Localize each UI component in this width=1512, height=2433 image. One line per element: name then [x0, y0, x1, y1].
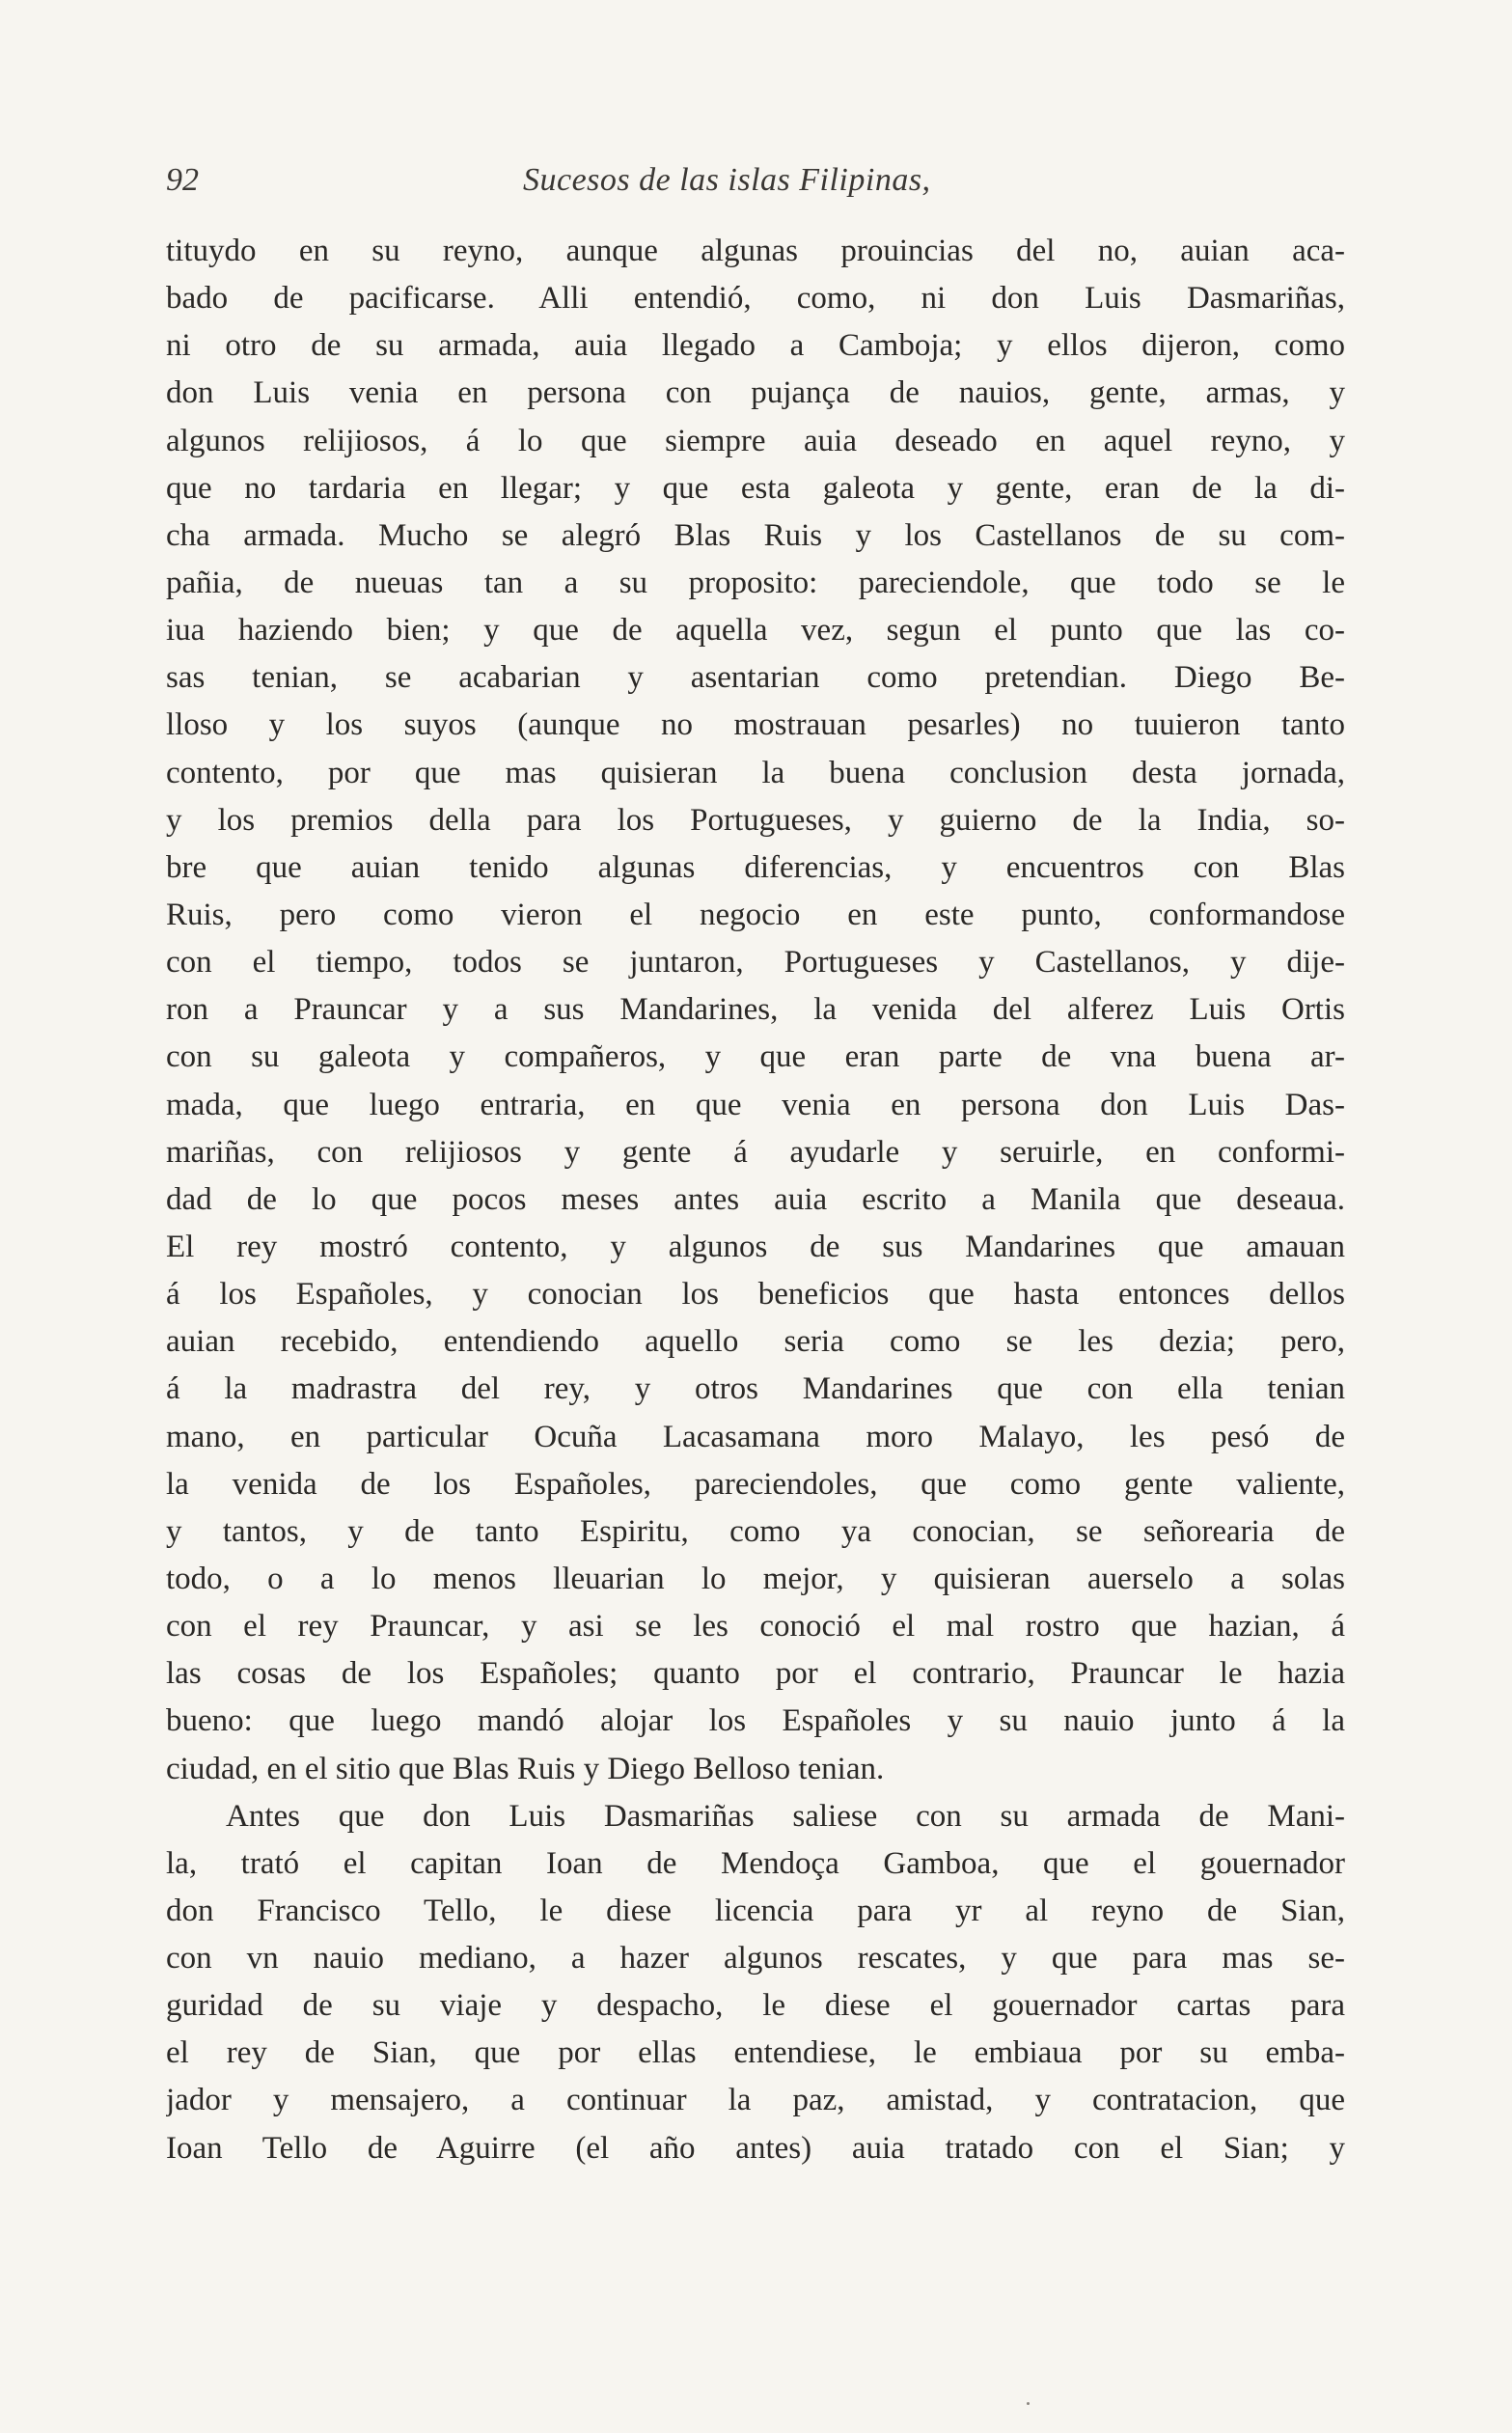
text-line: á los Españoles, y conocian los beneficios que hasta entonces dellos [166, 1277, 1345, 1313]
paragraph-start-line: Antes que don Luis Dasmariñas saliese con su armada de Mani- [226, 1798, 1345, 1834]
text-line: auian recebido, entendiendo aquello seria como se les dezia; pero, [166, 1324, 1345, 1360]
paragraph-end-line: ciudad, en el sitio que Blas Ruis y Diego Belloso tenian. [166, 1751, 885, 1786]
text-line: con su galeota y compañeros, y que eran parte de vna buena ar- [166, 1039, 1345, 1075]
text-line: mada, que luego entraria, en que venia en persona don Luis Das- [166, 1087, 1345, 1122]
text-line: y los premios della para los Portugueses, y guierno de la India, so- [166, 802, 1345, 838]
text-line: don Luis venia en persona con pujança de nauios, gente, armas, y [166, 375, 1345, 411]
text-line: bueno: que luego mandó alojar los Españoles y su nauio junto á la [166, 1703, 1345, 1739]
text-line: ron a Prauncar y a sus Mandarines, la venida del alferez Luis Ortis [166, 992, 1345, 1028]
text-line: con el rey Prauncar, y asi se les conoció el mal rostro que hazian, á [166, 1609, 1345, 1645]
text-line: Ruis, pero como vieron el negocio en este punto, conformandose [166, 897, 1345, 932]
text-line: cha armada. Mucho se alegró Blas Ruis y los Castellanos de su com- [166, 517, 1345, 553]
text-line: pañia, de nueuas tan a su proposito: pareciendole, que todo se le [166, 565, 1345, 600]
text-line: don Francisco Tello, le diese licencia para yr al reyno de Sian, [166, 1893, 1345, 1928]
body-text [166, 228, 1345, 2172]
text-line: bre que auian tenido algunas diferencias, y encuentros con Blas [166, 849, 1345, 885]
text-line: con el tiempo, todos se juntaron, Portugueses y Castellanos, y dije- [166, 945, 1345, 981]
text-line: con vn nauio mediano, a hazer algunos rescates, y que para mas se- [166, 1941, 1345, 1977]
text-line: El rey mostró contento, y algunos de sus Mandarines que amauan [166, 1229, 1345, 1264]
text-line: iua haziendo bien; y que de aquella vez, segun el punto que las co- [166, 613, 1345, 649]
paper-speck [1027, 2402, 1030, 2405]
text-line: ni otro de su armada, auia llegado a Camboja; y ellos dijeron, como [166, 328, 1345, 364]
text-line: mariñas, con relijiosos y gente á ayudarle y seruirle, en conformi- [166, 1134, 1345, 1170]
running-head [166, 162, 1345, 210]
text-line: mano, en particular Ocuña Lacasamana moro Malayo, les pesó de [166, 1419, 1345, 1454]
text-line: bado de pacificarse. Alli entendió, como, ni don Luis Dasmariñas, [166, 281, 1345, 317]
text-line: las cosas de los Españoles; quanto por el contrario, Prauncar le hazia [166, 1656, 1345, 1692]
text-line: á la madrastra del rey, y otros Mandarines que con ella tenian [166, 1371, 1345, 1407]
text-line: la venida de los Españoles, pareciendoles, que como gente valiente, [166, 1466, 1345, 1502]
running-title: Sucesos de las islas Filipinas, [523, 162, 931, 198]
text-line: tituydo en su reyno, aunque algunas prouincias del no, auian aca- [166, 234, 1345, 268]
text-line: dad de lo que pocos meses antes auia escrito a Manila que deseaua. [166, 1181, 1345, 1217]
text-line: todo, o a lo menos lleuarian lo mejor, y quisieran auerselo a solas [166, 1561, 1345, 1596]
text-line: y tantos, y de tanto Espiritu, como ya conocian, se señorearia de [166, 1513, 1345, 1549]
text-line: sas tenian, se acabarian y asentarian como pretendian. Diego Be- [166, 660, 1345, 696]
text-line: Ioan Tello de Aguirre (el año antes) auia tratado con el Sian; y [166, 2130, 1345, 2166]
text-line: el rey de Sian, que por ellas entendiese, le embiaua por su emba- [166, 2035, 1345, 2071]
text-line: lloso y los suyos (aunque no mostrauan pesarles) no tuuieron tanto [166, 707, 1345, 743]
page-number: 92 [166, 162, 199, 198]
text-line: la, trató el capitan Ioan de Mendoça Gamboa, que el gouernador [166, 1845, 1345, 1881]
text-line: guridad de su viaje y despacho, le diese el gouernador cartas para [166, 1988, 1345, 2024]
text-line: contento, por que mas quisieran la buena conclusion desta jornada, [166, 755, 1345, 790]
text-line: jador y mensajero, a continuar la paz, amistad, y contratacion, que [166, 2083, 1345, 2118]
text-line: algunos relijiosos, á lo que siempre auia deseado en aquel reyno, y [166, 423, 1345, 458]
text-line: que no tardaria en llegar; y que esta galeota y gente, eran de la di- [166, 470, 1345, 506]
